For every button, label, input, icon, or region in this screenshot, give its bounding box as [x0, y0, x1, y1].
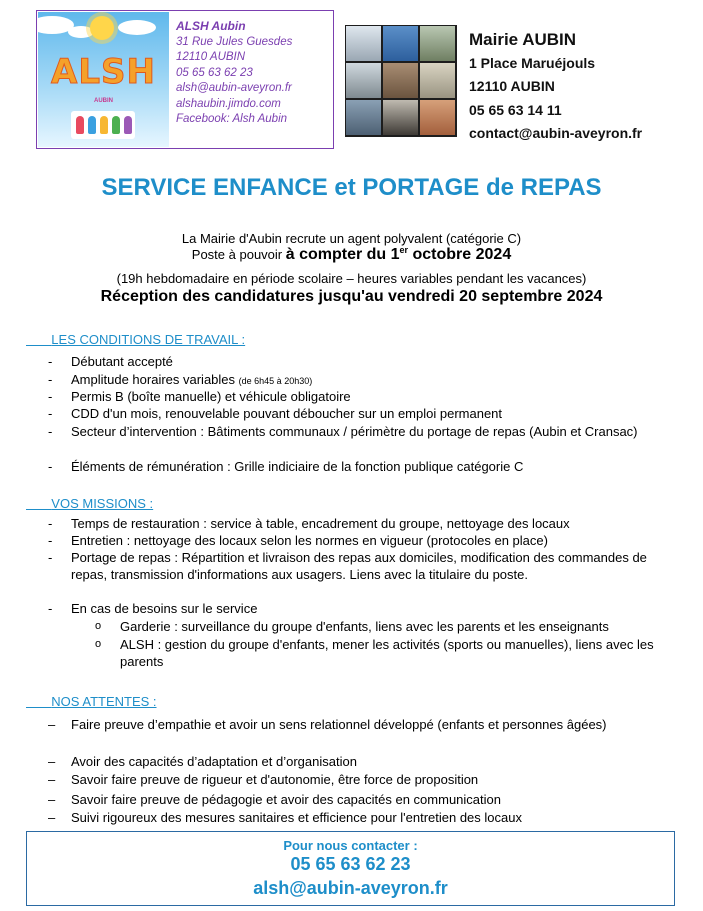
alsh-name: ALSH Aubin [176, 19, 246, 33]
intro-line-3: (19h hebdomadaire en période scolaire – heures variables pendant les vacances) [116, 271, 587, 286]
alsh-email[interactable]: alsh@aubin-aveyron.fr [176, 82, 292, 94]
alsh-address: 31 Rue Jules Guesdes [176, 35, 293, 48]
mairie-phone: 05 65 63 14 11 [469, 101, 562, 118]
contact-email[interactable]: alsh@aubin-aveyron.fr [253, 878, 448, 898]
alsh-city: 12110 AUBIN [176, 51, 246, 63]
mairie-email[interactable]: contact@aubin-aveyron.fr [469, 125, 643, 141]
mairie-contact-block [469, 28, 642, 146]
section-heading-missions: VOS MISSIONS : [51, 496, 154, 511]
sun-icon [90, 16, 114, 40]
contact-heading: Pour nous contacter : [283, 838, 418, 853]
intro-deadline: Réception des candidatures jusqu'au vendredi 20 septembre 2024 [100, 288, 603, 305]
section-heading-attentes: NOS ATTENTES : [51, 694, 157, 709]
intro-line-2 [0, 246, 703, 264]
mairie-city: 12110 AUBIN [469, 78, 555, 94]
intro-line-1: La Mairie d'Aubin recrute un agent polyvalent (catégorie C) [181, 231, 522, 246]
contact-phone[interactable]: 05 65 63 62 23 [290, 854, 411, 874]
alsh-phone: 05 65 63 62 23 [176, 66, 253, 79]
page-title: SERVICE ENFANCE et PORTAGE de REPAS [101, 174, 602, 201]
intro-start-date-sup: er [399, 245, 409, 255]
alsh-logo-text: ALSH [51, 52, 156, 92]
alsh-logo [38, 12, 169, 147]
alsh-website[interactable]: alshaubin.jimdo.com [176, 97, 281, 110]
mairie-address: 1 Place Maruéjouls [469, 54, 596, 71]
children-illustration [71, 111, 135, 139]
mairie-photo-collage [345, 25, 457, 137]
alsh-facebook: Facebook: Alsh Aubin [176, 113, 288, 125]
contact-box [26, 831, 675, 906]
intro-line-2-prefix: Poste à pouvoir [191, 247, 286, 262]
alsh-logo-subtext: AUBIN [94, 98, 113, 104]
intro-start-date-end: octobre 2024 [408, 246, 512, 263]
alsh-contact-block [176, 19, 292, 128]
intro-start-date: à compter du 1 [285, 246, 400, 263]
mairie-name: Mairie AUBIN [469, 30, 577, 49]
hours-note: (de 6h45 à 20h30) [238, 376, 313, 386]
alsh-card [36, 10, 334, 149]
section-heading-conditions: LES CONDITIONS DE TRAVAIL : [51, 332, 246, 347]
